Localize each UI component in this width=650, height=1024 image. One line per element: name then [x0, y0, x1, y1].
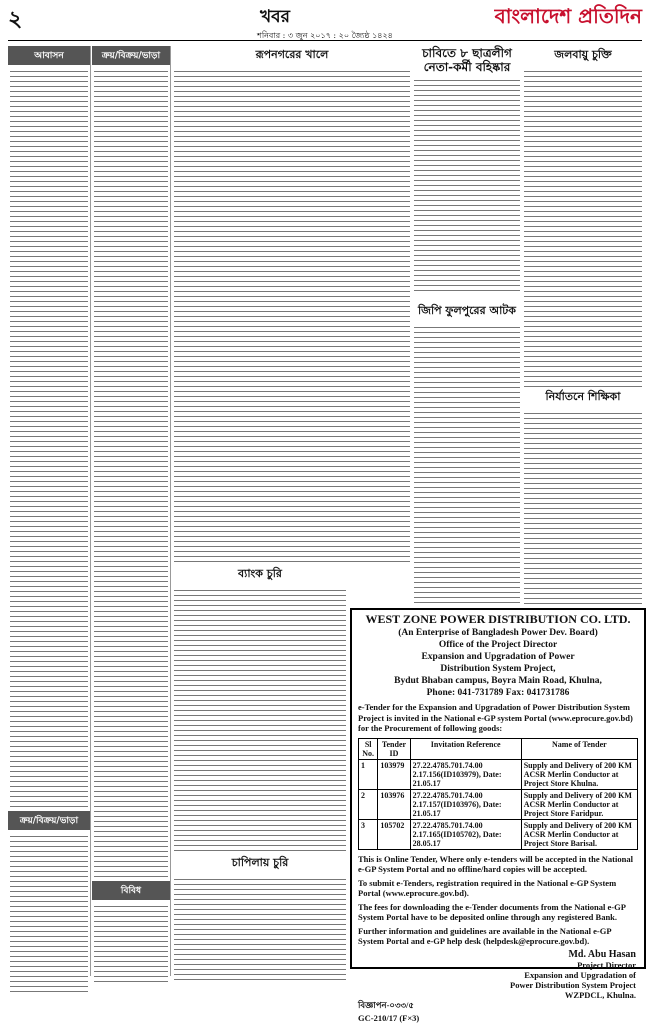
cell-tender-id: 103976 — [378, 789, 410, 819]
tender-note-online: This is Online Tender, Where only e-tenders will be accepted in the National e-GP System Portal and no offline/hard copies will be accepted. — [358, 853, 633, 874]
table-header-row — [359, 738, 638, 759]
story-phulpur — [414, 302, 520, 602]
cell-sl: 1 — [359, 759, 378, 789]
classified-column-2 — [92, 46, 171, 976]
story-headline: নির্যাতনে শিক্ষিকা — [545, 390, 621, 403]
table-row — [359, 759, 638, 789]
cell-sl: 3 — [359, 819, 378, 849]
cell-tender-id: 103979 — [378, 759, 410, 789]
header-name: Name of Tender — [521, 738, 637, 759]
ad-code-2: GC-210/17 (F×3) — [358, 1013, 420, 1023]
page-number: ২ — [8, 6, 23, 32]
cell-tender-id: 105702 — [378, 819, 410, 849]
cell-name: Supply and Delivery of 200 KM ACSR Merlin Conductor at Project Store Khulna. — [521, 759, 637, 789]
cell-reference: 27.22.4785.701.74.00 2.17.157(ID103976), Date: 21.05.17 — [410, 789, 521, 819]
signer-name: Md. Abu Hasan — [568, 948, 636, 960]
signer-line-4: WZPDCL, Khulna. — [564, 989, 636, 1000]
tender-note-registration: To submit e-Tenders, registration required in the National e-GP System Portal (www.eprocure.gov.bd). — [358, 877, 617, 898]
table-row — [359, 819, 638, 849]
story-body — [414, 324, 520, 604]
header-reference: Invitation Reference — [410, 738, 521, 759]
story-teacher — [524, 388, 642, 602]
story-headline: জলবায়ু চুক্তি — [554, 48, 612, 61]
story-headline: জিপি ফুলপুরের আটক — [417, 304, 516, 317]
tender-intro: e-Tender for the Expansion and Upgradation of Power Distribution System Project is invited in the National e-GP system Portal (www.eprocure.gov.bd) for the Procurement of following goods: — [358, 702, 633, 733]
tender-notice — [350, 608, 646, 1023]
cell-name: Supply and Delivery of 200 KM ACSR Merlin Conductor at Project Store Barisal. — [521, 819, 637, 849]
newspaper-logo: বাংলাদেশ প্রতিদিন — [494, 4, 642, 28]
story-headline: চাপিলায় চুরি — [231, 856, 289, 869]
section-title: খবর — [260, 7, 290, 27]
address-line: Bydut Bhaban campus, Boyra Main Road, Khulna, — [394, 676, 602, 686]
project-line-1: Expansion and Upgradation of Power — [421, 652, 575, 662]
story-rupnagar — [174, 46, 410, 561]
office-line: Office of the Project Director — [438, 640, 558, 650]
company-name: WEST ZONE POWER DISTRIBUTION CO. LTD. — [365, 612, 631, 626]
classified-text-block — [94, 68, 168, 878]
cell-sl: 2 — [359, 789, 378, 819]
header-tender-id: Tender ID — [378, 738, 410, 759]
project-line-2: Distribution System Project, — [440, 664, 556, 674]
column-heading: ক্রয়/বিক্রয়/ভাড়া — [8, 811, 90, 830]
story-body — [414, 77, 520, 295]
cell-name: Supply and Delivery of 200 KM ACSR Merlin Conductor at Project Store Faridpur. — [521, 789, 637, 819]
column-heading: বিবিধ — [92, 881, 170, 900]
tender-note-fees: The fees for downloading the e-Tender documents from the National e-GP System Portal have to be deposited online through any registered Bank. — [358, 901, 626, 922]
signer-line-2: Expansion and Upgradation of — [524, 969, 636, 980]
header-rule — [8, 40, 642, 41]
story-headline: ব্যাংক চুরি — [238, 567, 282, 580]
story-bank-theft — [174, 565, 346, 850]
story-chapila — [174, 854, 346, 976]
header-sl: Sl No. — [359, 738, 378, 759]
story-headline: রূপনগরের খালে — [255, 48, 329, 61]
tender-note-info: Further information and guidelines are available in the National e-GP System Portal and e-GP help desk (helpdesk@eprocure.gov.bd). — [358, 925, 612, 946]
dateline: শনিবার : ৩ জুন ২০১৭ : ২০ জ্যৈষ্ঠ ১৪২৪ — [257, 31, 393, 40]
story-body — [524, 68, 642, 390]
classified-text-block — [10, 68, 88, 808]
cell-reference: 27.22.4785.701.74.00 2.17.165(ID105702), Date: 28.05.17 — [410, 819, 521, 849]
story-chhatraleague — [414, 46, 520, 298]
story-headline: চাবিতে ৮ ছাত্রলীগ নেতা-কর্মী বহিষ্কার — [422, 46, 512, 74]
story-body — [174, 587, 346, 853]
story-body — [524, 410, 642, 606]
signer-title: Project Director — [577, 959, 636, 970]
phone-line: Phone: 041-731789 Fax: 041731786 — [426, 688, 570, 698]
signer-line-3: Power Distribution System Project — [510, 979, 636, 990]
classified-text-block — [10, 833, 88, 993]
story-body — [174, 876, 346, 980]
company-subtitle: (An Enterprise of Bangladesh Power Dev. Board) — [398, 628, 598, 638]
classified-column-1 — [8, 46, 91, 976]
table-row — [359, 789, 638, 819]
column-heading: আবাসন — [8, 46, 90, 65]
story-body — [174, 68, 410, 566]
story-climate — [524, 46, 642, 386]
column-heading: ক্রয়/বিক্রয়/ভাড়া — [92, 46, 170, 65]
cell-reference: 27.22.4785.701.74.00 2.17.156(ID103979), Date: 21.05.17 — [410, 759, 521, 789]
ad-code-1: বিজ্ঞাপন-০৩৩/৫ — [358, 999, 414, 1010]
tender-table — [358, 738, 638, 850]
classified-text-block — [94, 903, 168, 983]
